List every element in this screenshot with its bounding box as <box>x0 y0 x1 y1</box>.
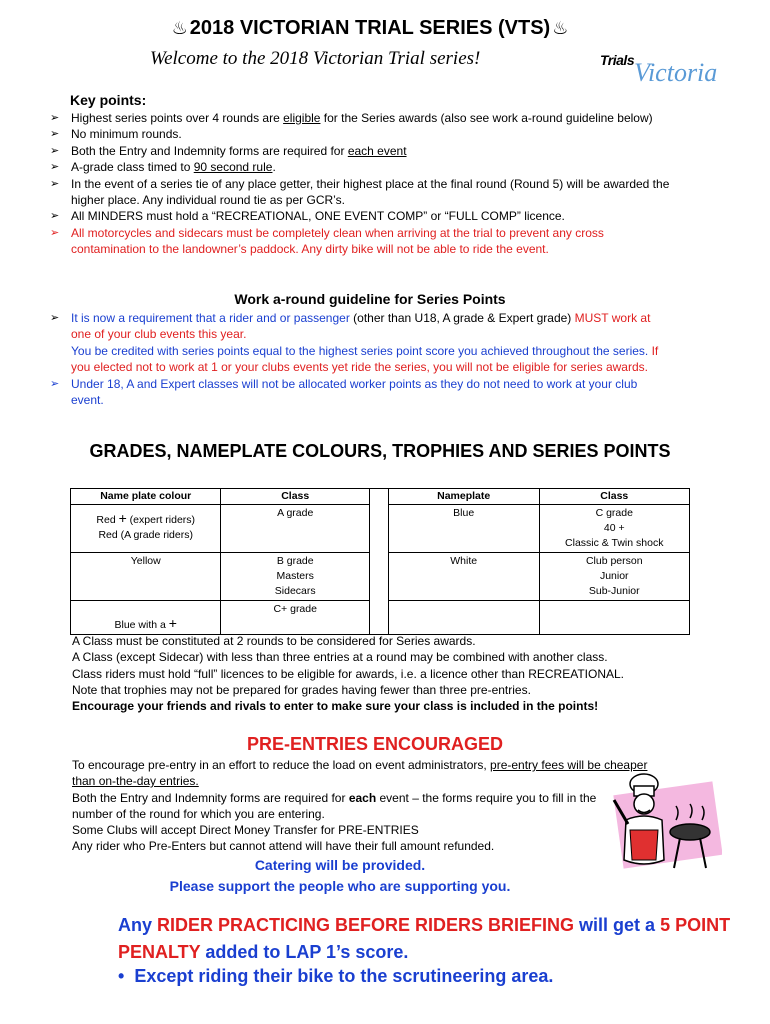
ornament-icon: ♨ <box>171 18 188 38</box>
list-item: ➢ Highest series points over 4 rounds are eligible for the Series awards (also see work a-round guideline below) <box>50 111 653 125</box>
class-cell: B grade Masters Sidecars <box>221 553 370 601</box>
pre-line: Some Clubs will accept Direct Money Transfer for PRE-ENTRIES <box>72 823 419 838</box>
class-cell <box>539 601 689 635</box>
class-cell: C+ grade <box>221 601 370 635</box>
arrow-bullet-icon: ➢ <box>50 226 60 239</box>
work-around-list <box>50 310 670 408</box>
header-cell: Class <box>221 489 370 505</box>
arrow-bullet-icon: ➢ <box>50 128 60 141</box>
nameplate-cell: Blue <box>388 505 539 553</box>
arrow-bullet-icon: ➢ <box>50 377 60 390</box>
grades-heading: GRADES, NAMEPLATE COLOURS, TROPHIES AND SERIES POINTS <box>89 441 671 461</box>
logo-line1: Trials <box>600 52 635 68</box>
nameplate-cell: White <box>388 553 539 601</box>
note-line: A Class (except Sidecar) with less than three entries at a round may be combined with another class. <box>72 650 608 665</box>
pre-line: Any rider who Pre-Enters but cannot attend will have their full amount refunded. <box>72 839 495 854</box>
plus-icon: + <box>118 510 127 526</box>
arrow-bullet-icon: ➢ <box>50 210 60 223</box>
table-header-row <box>71 489 690 505</box>
bullet-icon: • <box>118 966 125 986</box>
list-item: ➢ It is now a requirement that a rider and or passenger (other than U18, A grade & Expert grade) MUST work at one of your club events this year. You be credited with series points equal to the highest series point score you achieved throughout the series. If you elected not to work at 1 or your clubs events yet ride the series, you will not be eligible for series awards. <box>50 311 659 375</box>
key-points-list <box>50 110 670 258</box>
arrow-bullet-icon: ➢ <box>50 312 60 324</box>
grades-table <box>70 488 690 635</box>
class-cell: C grade 40 + Classic & Twin shock <box>539 505 689 553</box>
page-title <box>0 17 740 40</box>
nameplate-cell <box>388 601 539 635</box>
note-line: A Class must be constituted at 2 rounds to be considered for Series awards. <box>72 634 476 648</box>
spacer-column <box>370 489 389 635</box>
trials-victoria-logo <box>600 52 720 90</box>
class-notes <box>72 633 692 714</box>
arrow-bullet-icon: ➢ <box>50 177 60 190</box>
list-item: ➢ All MINDERS must hold a “RECREATIONAL, ONE EVENT COMP” or “FULL COMP” licence. <box>50 209 565 224</box>
page-subtitle: Welcome to the 2018 Victorian Trial series! <box>150 48 481 69</box>
class-cell: Club person Junior Sub-Junior <box>539 553 689 601</box>
logo-line2: Victoria <box>634 58 718 87</box>
list-item: ➢ Under 18, A and Expert classes will not be allocated worker points as they do not need to work at your club event. <box>50 376 638 408</box>
header-cell: Name plate colour <box>71 489 221 505</box>
penalty-notice: Any RIDER PRACTICING BEFORE RIDERS BRIEFING will get a 5 POINT PENALTY added to LAP 1’s score. <box>118 915 731 962</box>
pre-entries-text <box>72 757 672 855</box>
arrow-bullet-icon: ➢ <box>50 144 60 157</box>
nameplate-cell: Red + (expert riders) Red (A grade riders) <box>71 505 221 553</box>
arrow-bullet-icon: ➢ <box>50 112 60 124</box>
nameplate-cell: Yellow <box>71 553 221 601</box>
pre-line: To encourage pre-entry in an effort to reduce the load on event administrators, pre-entry fees will be cheaper than on-the-day entries. <box>72 758 648 789</box>
list-item: ➢ All motorcycles and sidecars must be completely clean when arriving at the trial to prevent any cross contamination to the landowner’s paddock. Any dirty bike will not be able to ride the event. <box>50 225 604 257</box>
class-cell: A grade <box>221 505 370 553</box>
note-line: Note that trophies may not be prepared for grades having fewer than three pre-entries. <box>72 682 531 697</box>
support-line: Please support the people who are supporting you. <box>169 878 511 894</box>
list-item: ➢ No minimum rounds. <box>50 127 182 142</box>
header-cell: Class <box>539 489 689 505</box>
list-item: ➢ A-grade class timed to 90 second rule. <box>50 160 276 175</box>
list-item: ➢ Both the Entry and Indemnity forms are required for each event <box>50 143 407 158</box>
note-line: Class riders must hold “full” licences to be eligible for awards, i.e. a licence other than RECREATIONAL. <box>72 666 625 681</box>
plus-icon: + <box>168 615 177 631</box>
work-around-heading: Work a-round guideline for Series Points <box>234 291 506 307</box>
nameplate-cell: Blue with a + <box>71 601 221 635</box>
pre-entries-heading: PRE-ENTRIES ENCOURAGED <box>246 734 504 754</box>
catering-line: Catering will be provided. <box>254 857 426 873</box>
list-item: ➢ In the event of a series tie of any place getter, their highest place at the final round (Round 5) will be awarded the higher place. Any individual round tie as per GCR’s. <box>50 176 670 208</box>
pre-line: Both the Entry and Indemnity forms are required for each event – the forms require you to fill in the number of the round for which you are entering. <box>72 790 597 821</box>
note-line: Encourage your friends and rivals to enter to make sure your class is included in the points! <box>72 699 599 714</box>
header-cell: Nameplate <box>388 489 539 505</box>
ornament-icon: ♨ <box>552 18 569 38</box>
arrow-bullet-icon: ➢ <box>50 161 60 174</box>
penalty-exception: • Except riding their bike to the scrutineering area. <box>118 966 554 986</box>
key-points-heading: Key points: <box>70 92 147 108</box>
title-text: 2018 VICTORIAN TRIAL SERIES (VTS) <box>189 17 551 39</box>
